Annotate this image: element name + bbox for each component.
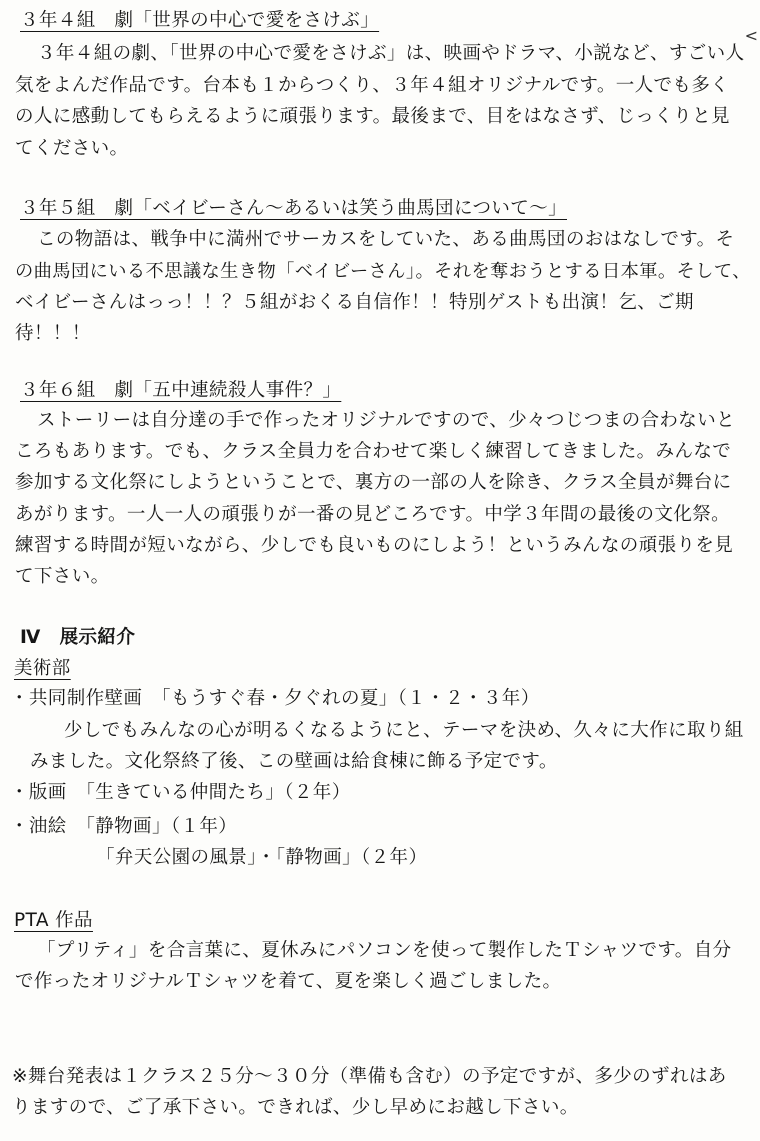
paragraph-line: みました。文化祭終了後、この壁画は給食棟に飾る予定です。 (30, 751, 558, 772)
paragraph-line: ストーリーは自分達の手で作ったオリジナルですので、少々つじつまの合わないと (37, 410, 736, 431)
paragraph-line: の曲馬団にいる不思議な生き物「ベイビーさん」。それを奪おうとする日本軍。そして、 (15, 261, 751, 282)
paragraph-line: 参加する文化祭にしようということで、裏方の一部の人を除き、クラス全員が舞台に (15, 472, 732, 493)
margin-mark: < (744, 26, 758, 45)
paragraph-line: 待！！！ (15, 323, 91, 344)
print-item: ・版画 「生きている仲間たち」（２年） (10, 782, 351, 803)
pta-heading: PTA 作品 (14, 910, 93, 931)
paragraph-line: てください。 (15, 138, 129, 159)
paragraph-line: ３年４組の劇、「世界の中心で愛をさけぶ」は、映画やドラマ、小説など、すごい人 (37, 43, 745, 64)
paragraph-line: この物語は、戦争中に満州でサーカスをしていた、ある曲馬団のおはなしです。そ (37, 229, 735, 250)
note-line: ※舞台発表は１クラス２５分〜３０分（準備も含む）の予定ですが、多少のずれはあ (12, 1066, 727, 1087)
note-line: りますので、ご了承下さい。できれば、少し早めにお越し下さい。 (12, 1097, 579, 1118)
section-heading-3-6: ３年６組 劇「五中連続殺人事件？」 (20, 380, 342, 401)
paragraph-line: ベイビーさんはっっ！！？５組がおくる自信作！！特別ゲストも出演！乞、ご期 (15, 292, 694, 313)
paragraph-line: 「プリティ」を合言葉に、夏休みにパソコンを使って製作したＴシャツです。自分 (37, 940, 732, 961)
section-heading-3-5: ３年５組 劇「ベイビーさん〜あるいは笑う曲馬団について〜」 (20, 198, 567, 219)
paragraph-line: で作ったオリジナルＴシャツを着て、夏を楽しく過ごしました。 (15, 971, 562, 992)
oil-painting-item-2: 「弁天公園の風景」・「静物画」（２年） (96, 847, 428, 868)
mural-item: ・共同制作壁画 「もうすぐ春・夕ぐれの夏」（１・２・３年） (10, 688, 540, 709)
exhibit-section-title: Ⅳ 展示紹介 (20, 627, 136, 648)
section-heading-3-4: ３年４組 劇「世界の中心で愛をさけぶ」 (20, 10, 380, 31)
oil-painting-item: ・油絵 「静物画」（１年） (10, 816, 238, 837)
paragraph-line: 気をよんだ作品です。台本も１からつくり、３年４組オリジナルです。一人でも多く (15, 75, 730, 96)
paragraph-line: ころもあります。でも、クラス全員力を合わせて楽しく練習してきました。みんなで (15, 441, 732, 462)
art-club-heading: 美術部 (14, 658, 71, 679)
paragraph-line: 少しでもみんなの心が明るくなるようにと、テーマを決め、久々に大作に取り組 (64, 720, 744, 741)
paragraph-line: あがります。一人一人の頑張りが一番の見どころです。中学３年間の最後の文化祭。 (15, 504, 731, 525)
paragraph-line: の人に感動してもらえるように頑張ります。最後まで、目をはなさず、じっくりと見 (15, 106, 730, 127)
paragraph-line: て下さい。 (15, 566, 110, 587)
paragraph-line: 練習する時間が短いながら、少しでも良いものにしよう！というみんなの頑張りを見 (15, 535, 734, 556)
